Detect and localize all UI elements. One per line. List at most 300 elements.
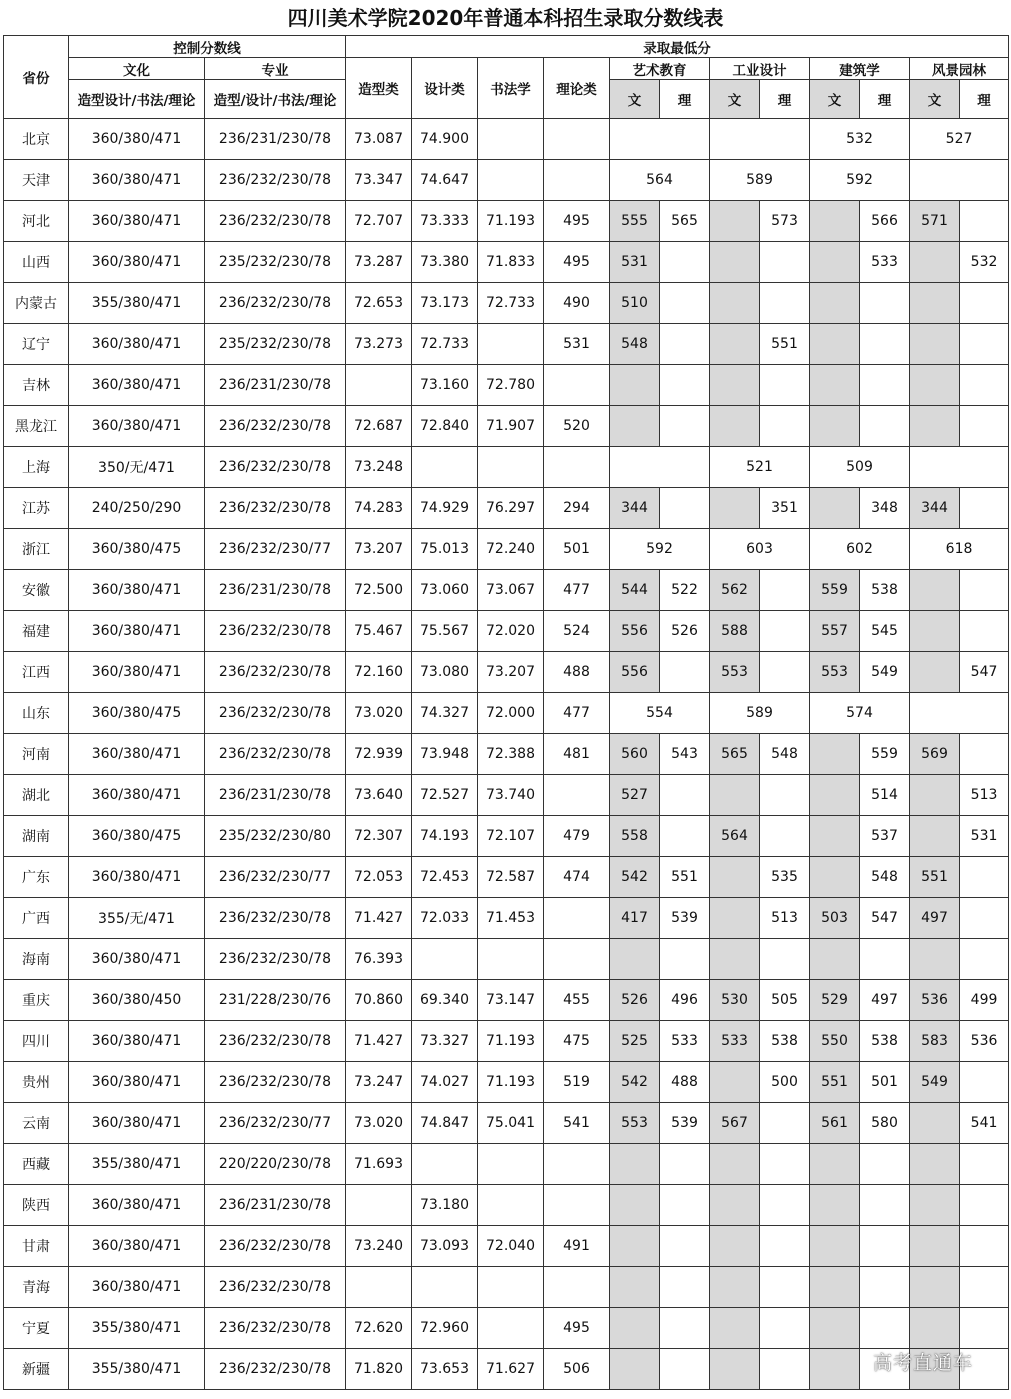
- zaoxing-score-cell: [346, 1267, 412, 1308]
- table-row: [4, 693, 1009, 734]
- shufa-score-cell: 73.207: [478, 652, 544, 693]
- table-row: [4, 160, 1009, 201]
- major-line-cell: 236/232/230/78: [205, 283, 346, 324]
- li-score-cell: 543: [660, 734, 710, 775]
- zaoxing-score-cell: 74.283: [346, 488, 412, 529]
- culture-line-cell: 360/380/471: [69, 734, 205, 775]
- wen-score-cell: 526: [610, 980, 660, 1021]
- culture-line-cell: 360/380/450: [69, 980, 205, 1021]
- li-score-cell: [860, 283, 910, 324]
- header-group-landscape: 风景园林: [910, 58, 1009, 80]
- merged-group-score-cell: 564: [610, 160, 710, 201]
- culture-line-cell: 360/380/471: [69, 201, 205, 242]
- wen-score-cell: [810, 324, 860, 365]
- li-score-cell: 566: [860, 201, 910, 242]
- header-wen: 文: [910, 80, 960, 119]
- li-score-cell: [760, 283, 810, 324]
- sheji-score-cell: 72.453: [412, 857, 478, 898]
- culture-line-cell: 360/380/471: [69, 857, 205, 898]
- header-lilun: 理论类: [544, 58, 610, 119]
- shufa-score-cell: 76.297: [478, 488, 544, 529]
- shufa-score-cell: 72.000: [478, 693, 544, 734]
- zaoxing-score-cell: [346, 365, 412, 406]
- li-score-cell: 532: [960, 242, 1009, 283]
- wen-score-cell: 527: [610, 775, 660, 816]
- lilun-score-cell: [544, 365, 610, 406]
- culture-line-cell: 355/380/471: [69, 1349, 205, 1390]
- li-score-cell: 573: [760, 201, 810, 242]
- culture-line-cell: 360/380/471: [69, 1062, 205, 1103]
- sheji-score-cell: 73.080: [412, 652, 478, 693]
- shufa-score-cell: [478, 1185, 544, 1226]
- li-score-cell: 538: [760, 1021, 810, 1062]
- lilun-score-cell: [544, 939, 610, 980]
- zaoxing-score-cell: 73.287: [346, 242, 412, 283]
- zaoxing-score-cell: 70.860: [346, 980, 412, 1021]
- li-score-cell: 513: [960, 775, 1009, 816]
- li-score-cell: [660, 1226, 710, 1267]
- shufa-score-cell: 72.240: [478, 529, 544, 570]
- li-score-cell: [660, 488, 710, 529]
- li-score-cell: [860, 406, 910, 447]
- li-score-cell: [660, 775, 710, 816]
- wen-score-cell: [610, 1226, 660, 1267]
- wen-score-cell: [910, 324, 960, 365]
- shufa-score-cell: [478, 324, 544, 365]
- culture-line-cell: 360/380/471: [69, 652, 205, 693]
- shufa-score-cell: 71.193: [478, 1062, 544, 1103]
- province-cell: 辽宁: [4, 324, 69, 365]
- shufa-score-cell: [478, 1144, 544, 1185]
- sheji-score-cell: 73.173: [412, 283, 478, 324]
- province-cell: 安徽: [4, 570, 69, 611]
- province-cell: 山东: [4, 693, 69, 734]
- major-line-cell: 236/231/230/78: [205, 365, 346, 406]
- shufa-score-cell: 72.020: [478, 611, 544, 652]
- wen-score-cell: [710, 1062, 760, 1103]
- wen-score-cell: 556: [610, 652, 660, 693]
- table-row: [4, 1226, 1009, 1267]
- li-score-cell: [960, 611, 1009, 652]
- li-score-cell: 488: [660, 1062, 710, 1103]
- shufa-score-cell: 72.388: [478, 734, 544, 775]
- wen-score-cell: [810, 242, 860, 283]
- li-score-cell: [860, 365, 910, 406]
- lilun-score-cell: [544, 160, 610, 201]
- header-li: 理: [760, 80, 810, 119]
- lilun-score-cell: [544, 1267, 610, 1308]
- admission-score-table: [3, 35, 1009, 1390]
- wen-score-cell: [810, 939, 860, 980]
- culture-line-cell: 360/380/471: [69, 1103, 205, 1144]
- table-row: [4, 1349, 1009, 1390]
- major-line-cell: 236/232/230/78: [205, 1267, 346, 1308]
- li-score-cell: 545: [860, 611, 910, 652]
- wen-score-cell: 344: [910, 488, 960, 529]
- sheji-score-cell: 74.929: [412, 488, 478, 529]
- wen-score-cell: [710, 406, 760, 447]
- province-cell: 陕西: [4, 1185, 69, 1226]
- wen-score-cell: 565: [710, 734, 760, 775]
- lilun-score-cell: 501: [544, 529, 610, 570]
- header-major-sub: 造型/设计/书法/理论: [205, 80, 346, 119]
- culture-line-cell: 360/380/471: [69, 939, 205, 980]
- major-line-cell: 236/231/230/78: [205, 570, 346, 611]
- culture-line-cell: 360/380/471: [69, 365, 205, 406]
- zaoxing-score-cell: 73.347: [346, 160, 412, 201]
- shufa-score-cell: 73.147: [478, 980, 544, 1021]
- watermark: 高考直通车: [873, 1352, 974, 1374]
- zaoxing-score-cell: 72.160: [346, 652, 412, 693]
- li-score-cell: [660, 652, 710, 693]
- wen-score-cell: [810, 283, 860, 324]
- wen-score-cell: [710, 898, 760, 939]
- province-cell: 广西: [4, 898, 69, 939]
- shufa-score-cell: 72.107: [478, 816, 544, 857]
- wen-score-cell: 417: [610, 898, 660, 939]
- major-line-cell: 235/232/230/78: [205, 242, 346, 283]
- lilun-score-cell: 531: [544, 324, 610, 365]
- wen-score-cell: 555: [610, 201, 660, 242]
- zaoxing-score-cell: 72.707: [346, 201, 412, 242]
- culture-line-cell: 360/380/471: [69, 160, 205, 201]
- li-score-cell: [960, 1185, 1009, 1226]
- table-row: [4, 365, 1009, 406]
- wen-score-cell: [810, 201, 860, 242]
- sheji-score-cell: [412, 1267, 478, 1308]
- culture-line-cell: 360/380/471: [69, 570, 205, 611]
- wen-score-cell: [910, 1144, 960, 1185]
- header-shufa: 书法学: [478, 58, 544, 119]
- culture-line-cell: 355/380/471: [69, 1308, 205, 1349]
- table-row: [4, 775, 1009, 816]
- li-score-cell: [960, 1226, 1009, 1267]
- lilun-score-cell: 477: [544, 570, 610, 611]
- major-line-cell: 236/232/230/78: [205, 447, 346, 488]
- lilun-score-cell: [544, 1144, 610, 1185]
- major-line-cell: 236/232/230/78: [205, 693, 346, 734]
- li-score-cell: 539: [660, 898, 710, 939]
- culture-line-cell: 355/无/471: [69, 898, 205, 939]
- major-line-cell: 236/232/230/78: [205, 160, 346, 201]
- shufa-score-cell: [478, 119, 544, 160]
- li-score-cell: [960, 898, 1009, 939]
- zaoxing-score-cell: 72.307: [346, 816, 412, 857]
- wen-score-cell: [910, 570, 960, 611]
- province-cell: 西藏: [4, 1144, 69, 1185]
- li-score-cell: 500: [760, 1062, 810, 1103]
- table-row: [4, 324, 1009, 365]
- shufa-score-cell: 71.193: [478, 1021, 544, 1062]
- li-score-cell: 551: [660, 857, 710, 898]
- zaoxing-score-cell: 71.820: [346, 1349, 412, 1390]
- li-score-cell: [660, 1349, 710, 1390]
- sheji-score-cell: [412, 1144, 478, 1185]
- wen-score-cell: 550: [810, 1021, 860, 1062]
- li-score-cell: [860, 939, 910, 980]
- wen-score-cell: 553: [810, 652, 860, 693]
- li-score-cell: [660, 365, 710, 406]
- wen-score-cell: [810, 1308, 860, 1349]
- culture-line-cell: 360/380/471: [69, 611, 205, 652]
- wen-score-cell: [910, 775, 960, 816]
- wen-score-cell: 551: [910, 857, 960, 898]
- shufa-score-cell: 72.040: [478, 1226, 544, 1267]
- wen-score-cell: [710, 242, 760, 283]
- province-cell: 江苏: [4, 488, 69, 529]
- province-cell: 天津: [4, 160, 69, 201]
- li-score-cell: [660, 283, 710, 324]
- li-score-cell: [760, 1308, 810, 1349]
- table-row: [4, 1267, 1009, 1308]
- wen-score-cell: 561: [810, 1103, 860, 1144]
- major-line-cell: 236/232/230/77: [205, 529, 346, 570]
- li-score-cell: [960, 201, 1009, 242]
- major-line-cell: 236/232/230/78: [205, 406, 346, 447]
- wen-score-cell: [910, 1103, 960, 1144]
- li-score-cell: 538: [860, 570, 910, 611]
- province-cell: 黑龙江: [4, 406, 69, 447]
- lilun-score-cell: 506: [544, 1349, 610, 1390]
- sheji-score-cell: [412, 939, 478, 980]
- table-row: [4, 857, 1009, 898]
- merged-group-score-cell: 527: [910, 119, 1009, 160]
- table-row: [4, 980, 1009, 1021]
- wen-score-cell: 542: [610, 857, 660, 898]
- wen-score-cell: [910, 242, 960, 283]
- sheji-score-cell: 74.027: [412, 1062, 478, 1103]
- merged-group-score-cell: 574: [810, 693, 910, 734]
- lilun-score-cell: 495: [544, 242, 610, 283]
- zaoxing-score-cell: 73.640: [346, 775, 412, 816]
- table-row: [4, 1103, 1009, 1144]
- wen-score-cell: 551: [810, 1062, 860, 1103]
- li-score-cell: [860, 1267, 910, 1308]
- zaoxing-score-cell: 71.427: [346, 898, 412, 939]
- province-cell: 广东: [4, 857, 69, 898]
- wen-score-cell: 588: [710, 611, 760, 652]
- culture-line-cell: 360/380/475: [69, 529, 205, 570]
- shufa-score-cell: [478, 939, 544, 980]
- culture-line-cell: 360/380/471: [69, 406, 205, 447]
- lilun-score-cell: 294: [544, 488, 610, 529]
- wen-score-cell: [610, 1185, 660, 1226]
- province-cell: 新疆: [4, 1349, 69, 1390]
- sheji-score-cell: 74.847: [412, 1103, 478, 1144]
- wen-score-cell: [810, 1185, 860, 1226]
- wen-score-cell: [710, 939, 760, 980]
- wen-score-cell: [610, 406, 660, 447]
- header-group-architecture: 建筑学: [810, 58, 910, 80]
- wen-score-cell: [710, 324, 760, 365]
- header-min-scores: 录取最低分: [346, 36, 1009, 58]
- lilun-score-cell: [544, 1185, 610, 1226]
- wen-score-cell: 562: [710, 570, 760, 611]
- major-line-cell: 236/232/230/78: [205, 1021, 346, 1062]
- province-cell: 海南: [4, 939, 69, 980]
- wen-score-cell: 542: [610, 1062, 660, 1103]
- wen-score-cell: [610, 1144, 660, 1185]
- culture-line-cell: 360/380/471: [69, 1267, 205, 1308]
- major-line-cell: 235/232/230/78: [205, 324, 346, 365]
- li-score-cell: [760, 1103, 810, 1144]
- wen-score-cell: [810, 406, 860, 447]
- merged-group-score-cell: 554: [610, 693, 710, 734]
- shufa-score-cell: 72.587: [478, 857, 544, 898]
- culture-line-cell: 360/380/471: [69, 1226, 205, 1267]
- province-cell: 北京: [4, 119, 69, 160]
- wen-score-cell: 503: [810, 898, 860, 939]
- header-culture-sub: 造型设计/书法/理论: [69, 80, 205, 119]
- header-culture: 文化: [69, 58, 205, 80]
- table-body: [4, 119, 1009, 1390]
- wen-score-cell: [910, 365, 960, 406]
- li-score-cell: [960, 488, 1009, 529]
- li-score-cell: [960, 1308, 1009, 1349]
- wen-score-cell: [610, 1349, 660, 1390]
- wen-score-cell: [810, 1267, 860, 1308]
- culture-line-cell: 240/250/290: [69, 488, 205, 529]
- wen-score-cell: 564: [710, 816, 760, 857]
- zaoxing-score-cell: 73.248: [346, 447, 412, 488]
- wen-score-cell: [810, 488, 860, 529]
- header-zaoxing: 造型类: [346, 58, 412, 119]
- lilun-score-cell: 495: [544, 1308, 610, 1349]
- zaoxing-score-cell: 72.939: [346, 734, 412, 775]
- sheji-score-cell: 73.333: [412, 201, 478, 242]
- li-score-cell: [760, 1349, 810, 1390]
- li-score-cell: 535: [760, 857, 810, 898]
- sheji-score-cell: 72.033: [412, 898, 478, 939]
- zaoxing-score-cell: 73.273: [346, 324, 412, 365]
- li-score-cell: 549: [860, 652, 910, 693]
- li-score-cell: [660, 242, 710, 283]
- zaoxing-score-cell: 71.693: [346, 1144, 412, 1185]
- li-score-cell: [960, 570, 1009, 611]
- table-row: [4, 1144, 1009, 1185]
- wen-score-cell: 530: [710, 980, 760, 1021]
- culture-line-cell: 360/380/471: [69, 242, 205, 283]
- wen-score-cell: [910, 1308, 960, 1349]
- li-score-cell: 536: [960, 1021, 1009, 1062]
- li-score-cell: 531: [960, 816, 1009, 857]
- wen-score-cell: [710, 283, 760, 324]
- major-line-cell: 231/228/230/76: [205, 980, 346, 1021]
- header-group-industrial-design: 工业设计: [710, 58, 810, 80]
- header-province: 省份: [4, 36, 69, 119]
- wen-score-cell: 544: [610, 570, 660, 611]
- wen-score-cell: 560: [610, 734, 660, 775]
- header-wen: 文: [610, 80, 660, 119]
- lilun-score-cell: 524: [544, 611, 610, 652]
- major-line-cell: 236/231/230/78: [205, 775, 346, 816]
- li-score-cell: [760, 406, 810, 447]
- li-score-cell: 548: [860, 857, 910, 898]
- wen-score-cell: 533: [710, 1021, 760, 1062]
- li-score-cell: 537: [860, 816, 910, 857]
- wen-score-cell: [710, 1144, 760, 1185]
- li-score-cell: [760, 816, 810, 857]
- li-score-cell: [660, 406, 710, 447]
- zaoxing-score-cell: 73.240: [346, 1226, 412, 1267]
- merged-group-score-cell: 603: [710, 529, 810, 570]
- wen-score-cell: [810, 775, 860, 816]
- wen-score-cell: 548: [610, 324, 660, 365]
- province-cell: 吉林: [4, 365, 69, 406]
- table-row: [4, 283, 1009, 324]
- li-score-cell: 548: [760, 734, 810, 775]
- wen-score-cell: 558: [610, 816, 660, 857]
- province-cell: 福建: [4, 611, 69, 652]
- sheji-score-cell: 72.527: [412, 775, 478, 816]
- merged-group-score-cell: [710, 119, 810, 160]
- shufa-score-cell: 72.733: [478, 283, 544, 324]
- wen-score-cell: [610, 365, 660, 406]
- culture-line-cell: 360/380/475: [69, 693, 205, 734]
- sheji-score-cell: 73.060: [412, 570, 478, 611]
- wen-score-cell: [810, 816, 860, 857]
- merged-group-score-cell: 589: [710, 160, 810, 201]
- table-row: [4, 1021, 1009, 1062]
- li-score-cell: 539: [660, 1103, 710, 1144]
- wen-score-cell: 531: [610, 242, 660, 283]
- wen-score-cell: 583: [910, 1021, 960, 1062]
- wen-score-cell: [910, 1267, 960, 1308]
- lilun-score-cell: [544, 447, 610, 488]
- li-score-cell: [860, 1308, 910, 1349]
- wen-score-cell: [710, 365, 760, 406]
- table-row: [4, 1062, 1009, 1103]
- table-row: [4, 570, 1009, 611]
- li-score-cell: 499: [960, 980, 1009, 1021]
- wen-score-cell: [710, 1267, 760, 1308]
- table-row: [4, 406, 1009, 447]
- li-score-cell: [960, 1144, 1009, 1185]
- wen-score-cell: [710, 1349, 760, 1390]
- li-score-cell: [960, 939, 1009, 980]
- zaoxing-score-cell: [346, 1185, 412, 1226]
- header-sheji: 设计类: [412, 58, 478, 119]
- sheji-score-cell: 73.180: [412, 1185, 478, 1226]
- lilun-score-cell: 474: [544, 857, 610, 898]
- wen-score-cell: [710, 1226, 760, 1267]
- li-score-cell: [660, 816, 710, 857]
- li-score-cell: [760, 939, 810, 980]
- wen-score-cell: [910, 1185, 960, 1226]
- merged-group-score-cell: 589: [710, 693, 810, 734]
- sheji-score-cell: 73.380: [412, 242, 478, 283]
- merged-group-score-cell: [910, 693, 1009, 734]
- zaoxing-score-cell: 73.207: [346, 529, 412, 570]
- li-score-cell: [760, 242, 810, 283]
- merged-group-score-cell: 592: [810, 160, 910, 201]
- header-li: 理: [860, 80, 910, 119]
- li-score-cell: [960, 324, 1009, 365]
- wen-score-cell: 344: [610, 488, 660, 529]
- sheji-score-cell: 72.733: [412, 324, 478, 365]
- li-score-cell: 580: [860, 1103, 910, 1144]
- wen-score-cell: [910, 283, 960, 324]
- li-score-cell: [960, 1267, 1009, 1308]
- shufa-score-cell: [478, 160, 544, 201]
- wen-score-cell: [610, 1308, 660, 1349]
- province-cell: 内蒙古: [4, 283, 69, 324]
- li-score-cell: [760, 1226, 810, 1267]
- sheji-score-cell: 73.160: [412, 365, 478, 406]
- shufa-score-cell: 71.907: [478, 406, 544, 447]
- li-score-cell: 533: [660, 1021, 710, 1062]
- wen-score-cell: [810, 365, 860, 406]
